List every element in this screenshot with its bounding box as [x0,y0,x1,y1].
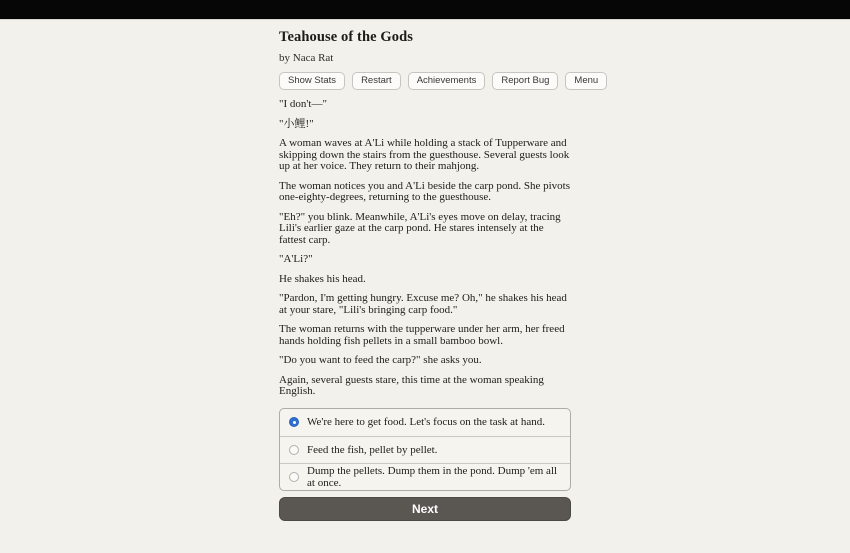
achievements-button[interactable]: Achievements [408,72,486,90]
story-paragraph: "A'Li?" [279,253,313,265]
story-paragraph: "Do you want to feed the carp?" she asks you. [279,354,482,366]
game-title: Teahouse of the Gods [279,29,414,45]
story-text [279,99,571,398]
story-paragraph: A woman waves at A'Li while holding a stack of Tupperware and skipping down the stairs from the guesthouse. Several guests look up at her voice. They return to their mahjong. [279,137,570,172]
choice-option-2[interactable] [280,436,570,463]
radio-icon[interactable] [289,417,299,427]
story-paragraph: He shakes his head. [279,272,366,285]
story-paragraph: "Pardon, I'm getting hungry. Excuse me? Oh," he shakes his head at your stare, "Lili's bringing carp food." [279,292,567,316]
choice-list [279,408,571,491]
story-paragraph: The woman returns with the tupperware under her arm, her freed hands holding fish pellets in a small bamboo bowl. [279,323,565,347]
restart-button[interactable]: Restart [352,72,401,90]
next-button[interactable]: Next [279,497,571,521]
menu-button[interactable]: Menu [565,72,607,90]
game-author: by Naca Rat [279,52,334,64]
game-toolbar [279,72,599,90]
choice-option-1[interactable] [280,409,570,436]
choice-option-label: Dump the pellets. Dump them in the pond. Dump 'em all at once. [307,464,558,489]
radio-icon[interactable] [289,445,299,455]
top-black-bar [0,0,850,20]
story-paragraph: "Eh?" you blink. Meanwhile, A'Li's eyes move on delay, tracing Lili's earlier gaze at the carp pond. He stares intensely at the fattest carp. [279,210,561,246]
game-page [279,20,599,521]
choice-option-3[interactable] [280,463,570,490]
report-bug-button[interactable]: Report Bug [492,72,558,90]
story-paragraph: The woman notices you and A'Li beside the carp pond. She pivots one-eighty-degrees, returning to the guesthouse. [279,179,570,203]
choice-option-label: We're here to get food. Let's focus on the task at hand. [307,416,545,428]
show-stats-button[interactable]: Show Stats [279,72,345,90]
story-paragraph: Again, several guests stare, this time at the woman speaking English. [279,373,544,397]
story-paragraph: "I don't—" [279,98,327,110]
story-paragraph: "小鲤!" [279,117,314,130]
choice-option-label: Feed the fish, pellet by pellet. [307,443,438,456]
radio-icon[interactable] [289,472,299,482]
